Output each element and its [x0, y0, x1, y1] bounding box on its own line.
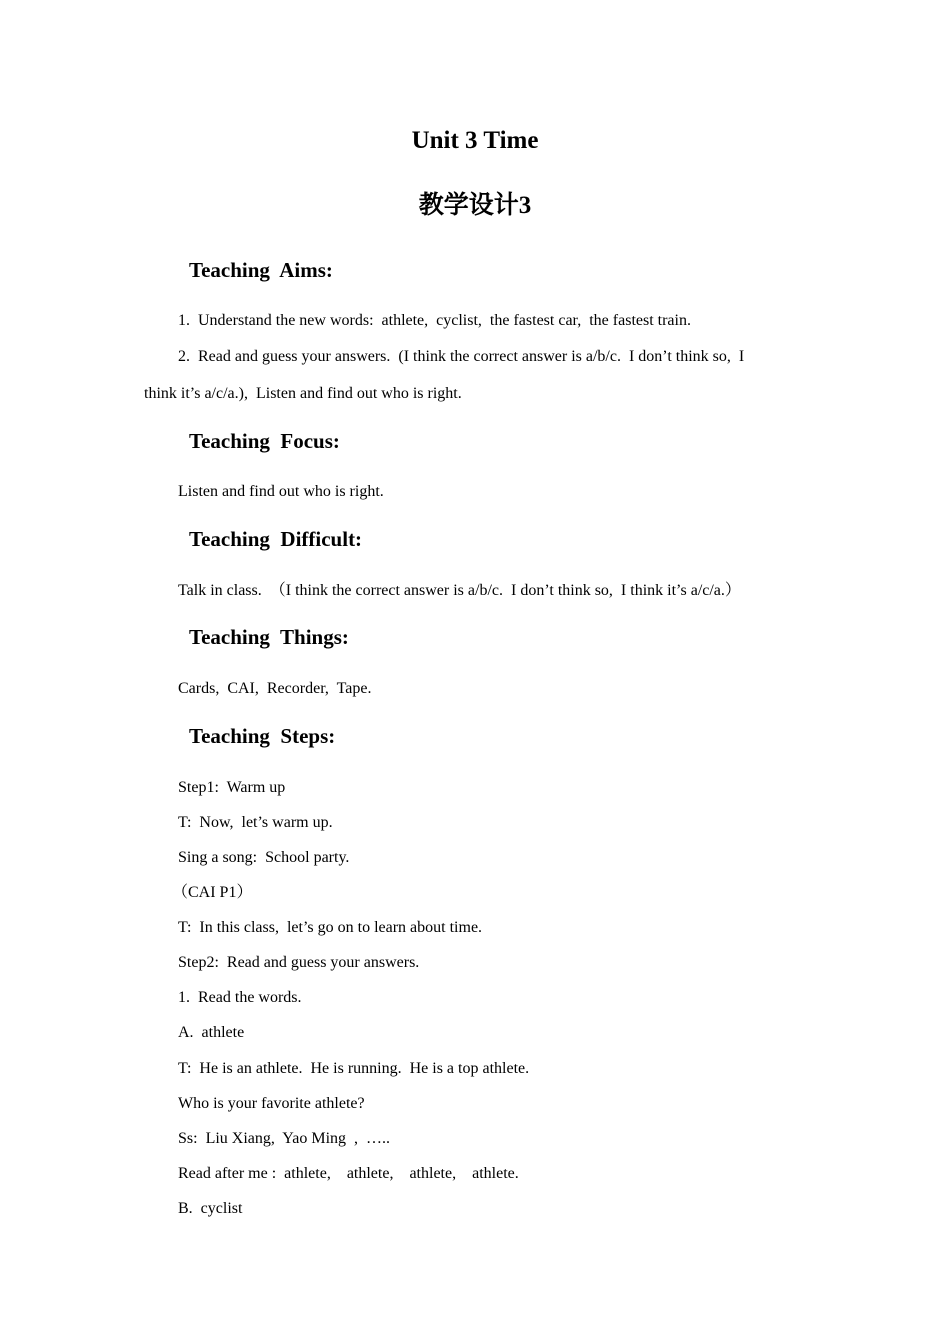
section-heading: Teaching Things: [189, 625, 349, 649]
paragraph-line: Listen and find out who is right. [178, 483, 384, 500]
step-line: Sing a song: School party. [178, 849, 350, 866]
step-line: B. cyclist [178, 1200, 243, 1217]
step-line: T: He is an athlete. He is running. He is a top athlete. [178, 1060, 530, 1077]
step-line: Read after me : athlete, athlete, athlete, athlete. [178, 1165, 519, 1182]
step-line: （CAI P1） [172, 884, 253, 901]
section-heading: Teaching Aims: [189, 258, 333, 282]
step-line: Step2: Read and guess your answers. [178, 954, 420, 971]
paragraph-line: 1. Understand the new words: athlete, cyclist, the fastest car, the fastest train. [178, 312, 691, 329]
paragraph-line: Talk in class. （I think the correct answer is a/b/c. I don’t think so, I think it’s a/c/a.） [178, 582, 741, 599]
paragraph-line: Cards, CAI, Recorder, Tape. [178, 680, 372, 697]
section-heading: Teaching Difficult: [189, 527, 363, 551]
step-line: T: In this class, let’s go on to learn about time. [178, 919, 483, 936]
paragraph-line: think it’s a/c/a.), Listen and find out who is right. [144, 385, 462, 402]
step-line: 1. Read the words. [178, 989, 302, 1006]
step-line: A. athlete [178, 1024, 245, 1041]
step-line: T: Now, let’s warm up. [178, 814, 333, 831]
step-line: Step1: Warm up [178, 779, 286, 796]
paragraph-line: 2. Read and guess your answers. (I think the correct answer is a/b/c. I don’t think so, I [178, 348, 745, 365]
step-line: Ss: Liu Xiang, Yao Ming , ….. [178, 1130, 391, 1147]
document-title: Unit 3 Time [411, 127, 539, 154]
section-heading: Teaching Steps: [189, 724, 336, 748]
step-line: Who is your favorite athlete? [178, 1095, 365, 1112]
section-heading: Teaching Focus: [189, 429, 340, 453]
document-subtitle: 教学设计3 [418, 192, 532, 219]
